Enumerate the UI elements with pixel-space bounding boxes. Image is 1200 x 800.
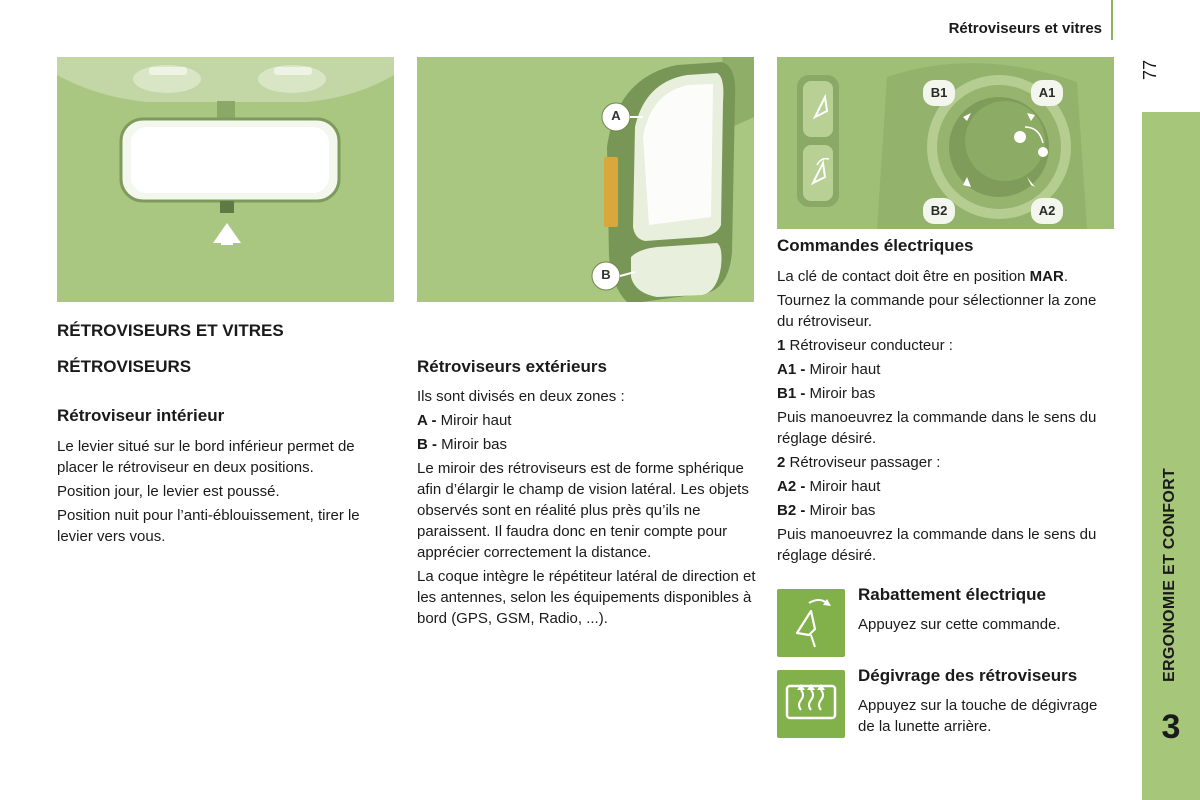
paragraph: Le miroir des rétroviseurs est de forme sphérique afin d’élargir le champ de vision latéral. Les objets observés sont en réalité plus près qu’ils ne paraissent. Il faudra donc en tenir compte pour apprécier correctement la distance.	[417, 460, 749, 561]
interior-mirror-text	[57, 436, 389, 547]
interior-mirror-figure	[57, 57, 394, 302]
paragraph: Position nuit pour l’anti-éblouissement, tirer le levier vers vous.	[57, 507, 360, 545]
label-b: B	[601, 267, 611, 282]
label-a1: A1	[1038, 85, 1056, 100]
exterior-mirror-figure	[417, 57, 754, 302]
paragraph: La clé de contact doit être en position MAR.	[777, 268, 1069, 285]
label-a2: A2	[1038, 203, 1056, 218]
paragraph: Position jour, le levier est poussé.	[57, 483, 280, 500]
chapter-number: 3	[1161, 708, 1181, 746]
section-title: RÉTROVISEURS ET VITRES	[57, 321, 284, 340]
list-item: A1 - Miroir haut	[777, 361, 881, 378]
page-number: 77	[1139, 59, 1160, 81]
exterior-mirrors-text	[417, 386, 757, 629]
electric-controls-text	[777, 266, 1117, 566]
subsection-title: RÉTROVISEURS	[57, 357, 192, 376]
list-item: 1 Rétroviseur conducteur :	[777, 337, 953, 354]
paragraph: La coque intègre le répétiteur latéral de direction et les antennes, selon les équipements disponibles à bord (GPS, GSM, Radio, ...).	[417, 568, 756, 627]
exterior-mirrors-heading: Rétroviseurs extérieurs	[417, 357, 607, 376]
label-b1: B1	[930, 85, 948, 100]
chapter-tab	[1142, 112, 1200, 800]
list-item: B2 - Miroir bas	[777, 502, 876, 519]
interior-mirror-heading: Rétroviseur intérieur	[57, 406, 225, 425]
paragraph: Ils sont divisés en deux zones :	[417, 388, 625, 405]
paragraph: Appuyez sur la touche de dégivrage de la lunette arrière.	[858, 697, 1098, 735]
electric-controls-heading: Commandes électriques	[777, 236, 974, 255]
paragraph: Appuyez sur cette commande.	[858, 616, 1061, 633]
defrost-heading: Dégivrage des rétroviseurs	[858, 666, 1078, 685]
label-b2: B2	[930, 203, 948, 218]
fold-heading: Rabattement électrique	[858, 585, 1046, 604]
mirror-fold-icon	[777, 589, 845, 657]
running-header: Rétroviseurs et vitres	[948, 20, 1102, 37]
mirror-controls-figure	[777, 57, 1114, 229]
header-rule	[1111, 0, 1113, 40]
list-item: B - Miroir bas	[417, 436, 508, 453]
paragraph: Le levier situé sur le bord inférieur permet de placer le rétroviseur en deux positions.	[57, 438, 355, 476]
paragraph: Tournez la commande pour sélectionner la zone du rétroviseur.	[777, 292, 1097, 330]
list-item: 2 Rétroviseur passager :	[777, 454, 941, 471]
label-a: A	[611, 108, 621, 123]
paragraph: Puis manoeuvrez la commande dans le sens du réglage désiré.	[777, 409, 1097, 447]
chapter-tab-label: ERGONOMIE ET CONFORT	[1161, 468, 1178, 682]
list-item: A - Miroir haut	[417, 412, 512, 429]
list-item: B1 - Miroir bas	[777, 385, 876, 402]
paragraph: Puis manoeuvrez la commande dans le sens du réglage désiré.	[777, 526, 1097, 564]
list-item: A2 - Miroir haut	[777, 478, 881, 495]
rear-defrost-icon	[777, 670, 845, 738]
